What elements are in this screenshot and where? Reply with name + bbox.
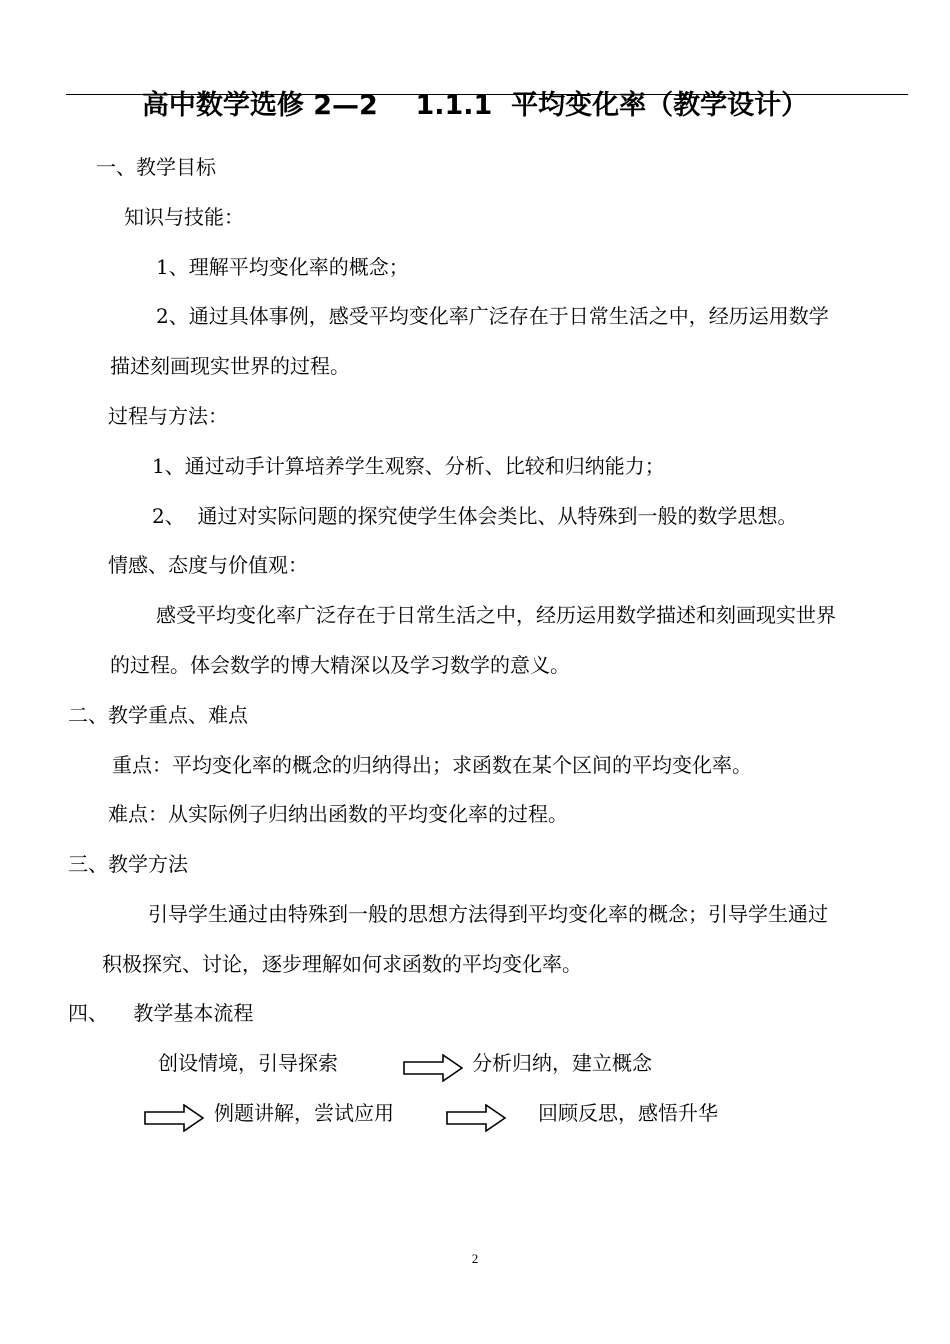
emotion-line-2: 的过程。体会数学的博大精深以及学习数学的意义。 xyxy=(110,653,570,677)
flow-step-4: 回顾反思，感悟升华 xyxy=(538,1101,718,1125)
process-item-1: 1、通过动手计算培养学生观察、分析、比较和归纳能力； xyxy=(152,454,665,478)
emotion-line-1: 感受平均变化率广泛存在于日常生活之中，经历运用数学描述和刻画现实世界 xyxy=(156,603,836,627)
process-item-2: 2、 通过对实际问题的探究使学生体会类比、从特殊到一般的数学思想。 xyxy=(152,504,798,528)
flow-step-2: 分析归纳，建立概念 xyxy=(472,1051,652,1075)
difficulty-point: 难点：从实际例子归纳出函数的平均变化率的过程。 xyxy=(108,802,568,826)
flow-arrow-icon xyxy=(446,1104,506,1132)
section-heading-flow: 四、 教学基本流程 xyxy=(68,1001,254,1025)
section-heading-methods: 三、教学方法 xyxy=(68,852,188,876)
methods-line-1: 引导学生通过由特殊到一般的思想方法得到平均变化率的概念；引导学生通过 xyxy=(148,902,828,926)
flow-step-3: 例题讲解，尝试应用 xyxy=(214,1101,394,1125)
flow-step-1: 创设情境，引导探索 xyxy=(158,1051,338,1075)
section-heading-key-points: 二、教学重点、难点 xyxy=(68,703,248,727)
methods-line-2: 积极探究、讨论，逐步理解如何求函数的平均变化率。 xyxy=(102,952,582,976)
knowledge-item-1: 1、理解平均变化率的概念； xyxy=(156,255,409,279)
flow-arrow-icon xyxy=(403,1054,463,1082)
key-point: 重点：平均变化率的概念的归纳得出；求函数在某个区间的平均变化率。 xyxy=(112,753,752,777)
knowledge-item-2-line-1: 2、通过具体事例，感受平均变化率广泛存在于日常生活之中，经历运用数学 xyxy=(156,304,829,328)
flow-arrow-icon xyxy=(144,1104,204,1132)
subheading-emotion: 情感、态度与价值观： xyxy=(108,553,308,577)
knowledge-item-2-line-2: 描述刻画现实世界的过程。 xyxy=(110,354,350,378)
page-number: 2 xyxy=(471,1251,479,1266)
subheading-knowledge: 知识与技能： xyxy=(124,205,244,229)
subheading-process: 过程与方法： xyxy=(108,404,228,428)
section-heading-goals: 一、教学目标 xyxy=(96,155,216,179)
document-title: 高中数学选修 2—2 1.1.1 平均变化率（教学设计） xyxy=(141,90,809,121)
